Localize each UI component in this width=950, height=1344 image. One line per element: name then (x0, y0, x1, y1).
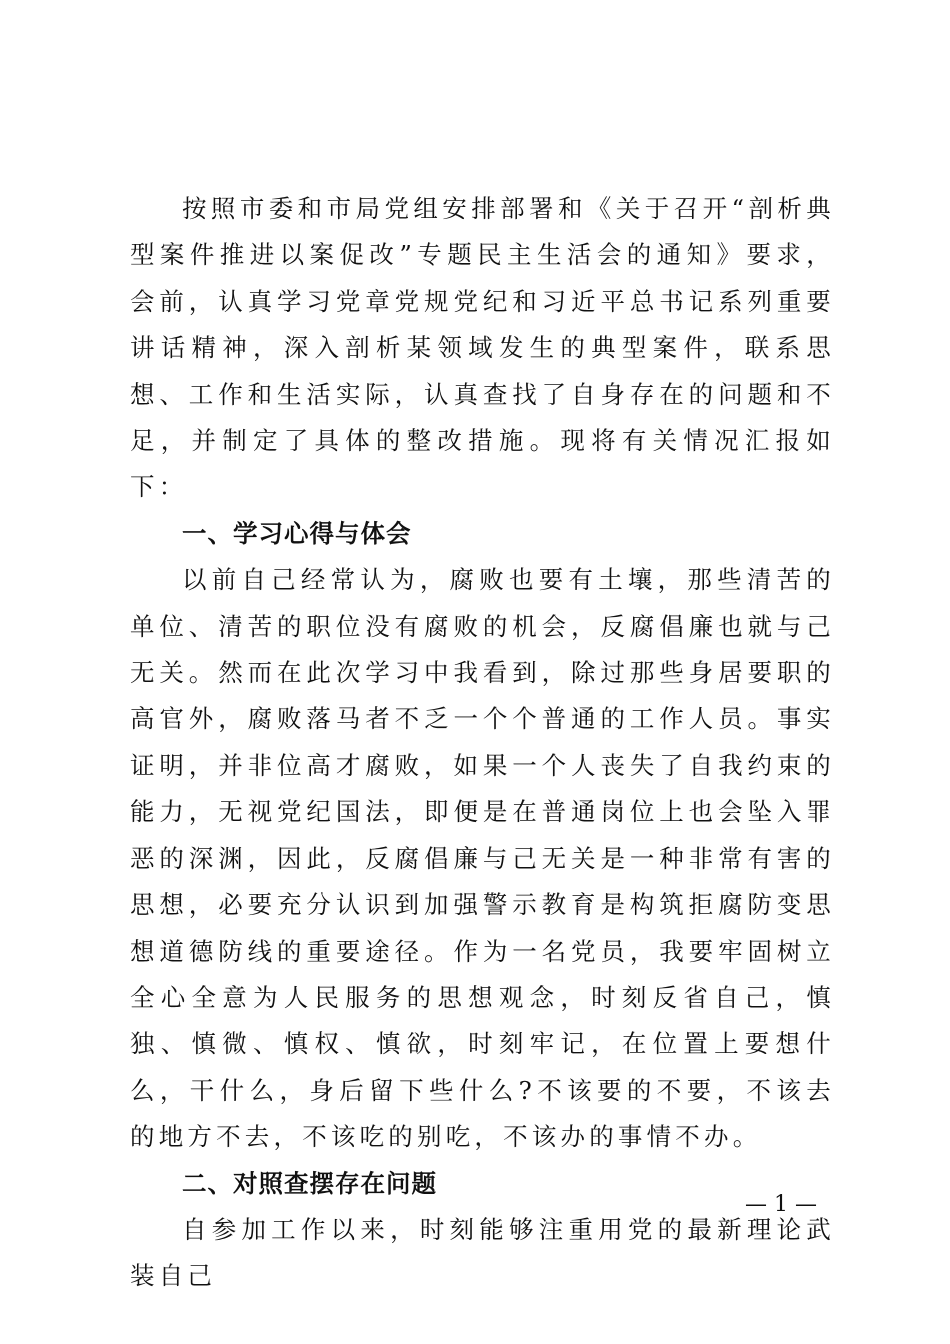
section-2-paragraph: 自参加工作以来，时刻能够注重用党的最新理论武装自己 (130, 1214, 835, 1291)
section-1-paragraph: 以前自己经常认为，腐败也要有土壤，那些清苦的单位、清苦的职位没有腐败的机会，反腐倡廉也就与己无关。然而在此次学习中我看到，除过那些身居要职的高官外，腐败落马者不乏一个个普通的工作人员。事实证明，并非位高才腐败，如果一个人丧失了自我约束的能力，无视党纪国法，即便是在普通岗位上也会坠入罪恶的深渊，因此，反腐倡廉与己无关是一种非常有害的思想，必要充分认识到加强警示教育是构筑拒腐防变思想道德防线的重要途径。作为一名党员，我要牢固树立全心全意为人民服务的思想观念，时刻反省自己，慎独、慎微、慎权、慎欲，时刻牢记，在位置上要想什么，干什么，身后留下些什么?不该要的不要，不该去的地方不去，不该吃的别吃，不该办的事情不办。 (130, 565, 835, 1152)
section-heading-1: 一、学习心得与体会 (182, 518, 412, 548)
document-body (130, 186, 835, 1300)
page-number: — 1 — (745, 1192, 817, 1217)
section-heading-2: 二、对照查摆存在问题 (182, 1168, 437, 1198)
intro-paragraph: 按照市委和市局党组安排部署和《关于召开“剖析典型案件推进以案促改”专题民主生活会的通知》要求，会前，认真学习党章党规党纪和习近平总书记系列重要讲话精神，深入剖析某领域发生的典型案件，联系思想、工作和生活实际，认真查找了自身存在的问题和不足，并制定了具体的整改措施。现将有关情况汇报如下： (130, 194, 835, 502)
